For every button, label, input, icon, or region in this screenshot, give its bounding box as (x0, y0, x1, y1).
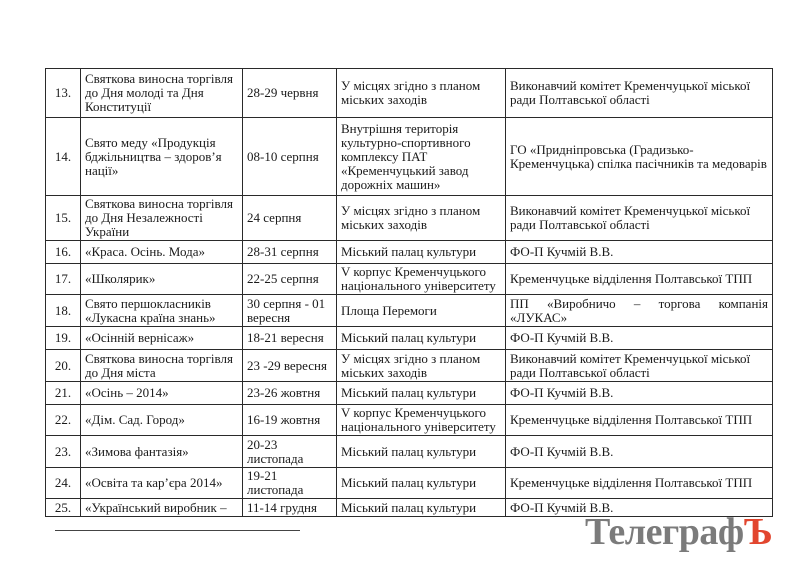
event-dates: 28-31 серпня (243, 241, 337, 264)
event-dates: 24 серпня (243, 196, 337, 241)
event-name: Свято меду «Продукція бджільництва – здоров’я нації» (81, 118, 243, 196)
event-name: «Дім. Сад. Город» (81, 405, 243, 436)
watermark-accent-letter: Ъ (743, 511, 773, 553)
table-row (46, 118, 773, 196)
event-place: Міський палац культури (337, 436, 506, 468)
event-dates: 22-25 серпня (243, 264, 337, 295)
row-number: 25. (46, 499, 81, 517)
event-name: Святкова виносна торгівля до Дня міста (81, 350, 243, 382)
event-organizer: ФО-П Кучмій В.В. (506, 382, 773, 405)
events-table (45, 68, 773, 517)
row-number: 23. (46, 436, 81, 468)
event-dates: 30 серпня - 01 вересня (243, 295, 337, 327)
row-number: 13. (46, 69, 81, 118)
event-dates: 20-23 листопада (243, 436, 337, 468)
row-number: 16. (46, 241, 81, 264)
event-organizer: Кременчуцьке відділення Полтавської ТПП (506, 468, 773, 499)
telegraf-watermark-logo (585, 512, 772, 552)
event-dates: 23 -29 вересня (243, 350, 337, 382)
row-number: 22. (46, 405, 81, 436)
event-dates: 28-29 червня (243, 69, 337, 118)
event-name: Святкова виносна торгівля до Дня молоді та Дня Конституції (81, 69, 243, 118)
event-dates: 08-10 серпня (243, 118, 337, 196)
row-number: 14. (46, 118, 81, 196)
event-place: Міський палац культури (337, 499, 506, 517)
event-place: Площа Перемоги (337, 295, 506, 327)
event-place: Міський палац культури (337, 468, 506, 499)
table-row (46, 436, 773, 468)
event-name: «Школярик» (81, 264, 243, 295)
event-organizer: ФО-П Кучмій В.В. (506, 499, 773, 517)
event-place: У місцях згідно з планом міських заходів (337, 69, 506, 118)
table-row (46, 350, 773, 382)
table-row (46, 405, 773, 436)
event-organizer: ФО-П Кучмій В.В. (506, 241, 773, 264)
table-row (46, 327, 773, 350)
event-place: У місцях згідно з планом міських заходів (337, 196, 506, 241)
table-row (46, 241, 773, 264)
event-organizer: Виконавчий комітет Кременчуцької міської ради Полтавської області (506, 69, 773, 118)
event-dates: 18-21 вересня (243, 327, 337, 350)
event-name: «Український виробник – (81, 499, 243, 517)
table-row (46, 69, 773, 118)
table-row (46, 382, 773, 405)
watermark-text: Телеграф (585, 511, 744, 553)
event-place: У місцях згідно з планом міських заходів (337, 350, 506, 382)
table-row (46, 295, 773, 327)
event-name: Свято першокласників «Лукасна країна знань» (81, 295, 243, 327)
event-organizer: Кременчуцьке відділення Полтавської ТПП (506, 264, 773, 295)
event-dates: 11-14 грудня (243, 499, 337, 517)
event-name: Святкова виносна торгівля до Дня Незалежності України (81, 196, 243, 241)
event-dates: 16-19 жовтня (243, 405, 337, 436)
row-number: 21. (46, 382, 81, 405)
event-name: «Краса. Осінь. Мода» (81, 241, 243, 264)
event-place: V корпус Кременчуцького національного університету (337, 264, 506, 295)
table-row (46, 264, 773, 295)
event-organizer: ФО-П Кучмій В.В. (506, 327, 773, 350)
event-place: Міський палац культури (337, 327, 506, 350)
event-dates: 23-26 жовтня (243, 382, 337, 405)
row-number: 19. (46, 327, 81, 350)
footnote-divider (55, 530, 300, 531)
event-organizer: ГО «Придніпровська (Градизько-Кременчуцька) спілка пасічників та медоварів (506, 118, 773, 196)
row-number: 24. (46, 468, 81, 499)
event-place: Міський палац культури (337, 382, 506, 405)
event-place: Внутрішня територія культурно-спортивного комплексу ПАТ «Кременчуцький завод дорожніх машин» (337, 118, 506, 196)
event-name: «Осінній вернісаж» (81, 327, 243, 350)
event-organizer: Виконавчий комітет Кременчуцької міської ради Полтавської області (506, 196, 773, 241)
event-place: Міський палац культури (337, 241, 506, 264)
row-number: 18. (46, 295, 81, 327)
row-number: 20. (46, 350, 81, 382)
row-number: 17. (46, 264, 81, 295)
event-name: «Зимова фантазія» (81, 436, 243, 468)
event-place: V корпус Кременчуцького національного університету (337, 405, 506, 436)
table-row (46, 468, 773, 499)
event-organizer: Кременчуцьке відділення Полтавської ТПП (506, 405, 773, 436)
event-organizer: ПП «Виробничо – торгова компанія «ЛУКАС» (506, 295, 773, 327)
event-dates: 19-21 листопада (243, 468, 337, 499)
row-number: 15. (46, 196, 81, 241)
event-name: «Осінь – 2014» (81, 382, 243, 405)
table-row (46, 196, 773, 241)
event-organizer: ФО-П Кучмій В.В. (506, 436, 773, 468)
event-organizer: Виконавчий комітет Кременчуцької міської ради Полтавської області (506, 350, 773, 382)
event-name: «Освіта та кар’єра 2014» (81, 468, 243, 499)
